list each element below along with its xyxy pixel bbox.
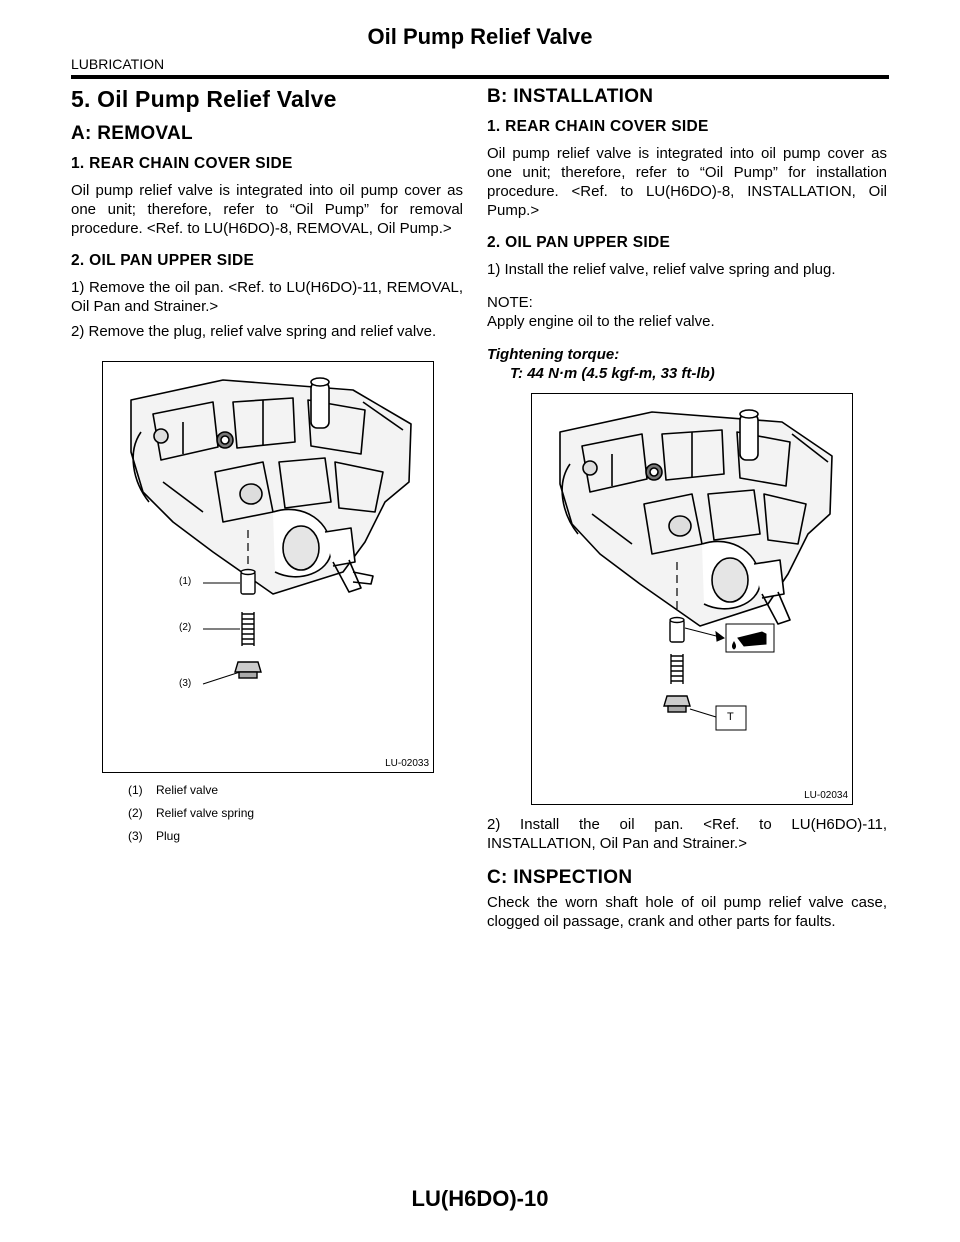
removal-step-1: 1) Remove the oil pan. <Ref. to LU(H6DO)-11, REMOVAL, Oil Pan and Strainer.> — [71, 279, 463, 315]
left-column — [71, 86, 463, 852]
legend-number: (2) — [128, 806, 143, 820]
legend-number: (3) — [128, 829, 143, 843]
header-rule — [71, 75, 889, 79]
removal-rear-text: Oil pump relief valve is integrated into oil pump cover as one unit; therefore, refer to “Oil Pump” for removal procedure. <Ref. to LU(H6DO)-8, REMOVAL, Oil Pump.> — [71, 182, 463, 237]
installation-step-2: 2) Install the oil pan. <Ref. to LU(H6DO)-11, INSTALLATION, Oil Pan and Strainer.> — [487, 816, 887, 852]
legend-item — [128, 806, 463, 820]
page-code: LU(H6DO)-10 — [411, 1186, 549, 1211]
figure-code: LU-02033 — [385, 758, 429, 769]
legend-item — [128, 829, 463, 843]
legend-number: (1) — [128, 783, 143, 797]
main-heading: 5. Oil Pump Relief Valve — [71, 86, 337, 112]
installation-figure — [531, 393, 853, 805]
installation-rear-heading: 1. REAR CHAIN COVER SIDE — [487, 118, 709, 135]
legend-text: Plug — [156, 829, 181, 843]
callout-3: (3) — [179, 678, 192, 689]
installation-oilpan-heading: 2. OIL PAN UPPER SIDE — [487, 234, 671, 251]
torque-label: Tightening torque: — [487, 346, 620, 363]
removal-step-2: 2) Remove the plug, relief valve spring and relief valve. — [71, 323, 437, 340]
right-column — [487, 86, 887, 937]
callout-2: (2) — [179, 622, 192, 633]
removal-rear-heading: 1. REAR CHAIN COVER SIDE — [71, 155, 293, 172]
engine-block-illustration — [532, 394, 852, 804]
section-label: LUBRICATION — [71, 56, 165, 72]
inspection-heading: C: INSPECTION — [487, 867, 633, 888]
legend-text: Relief valve spring — [156, 806, 255, 820]
callout-1: (1) — [179, 576, 192, 587]
torque-value: T: 44 N·m (4.5 kgf-m, 33 ft-lb) — [510, 365, 715, 382]
legend-item — [128, 783, 463, 797]
installation-heading: B: INSTALLATION — [487, 86, 654, 107]
removal-oilpan-heading: 2. OIL PAN UPPER SIDE — [71, 252, 255, 269]
removal-figure — [102, 361, 434, 773]
installation-rear-text: Oil pump relief valve is integrated into oil pump cover as one unit; therefore, refer to “Oil Pump” for installation procedure. <Ref. to LU(H6DO)-8, INSTALLATION, Oil Pump.> — [487, 145, 887, 219]
torque-mark: T — [727, 711, 734, 723]
legend-text: Relief valve — [156, 783, 219, 797]
engine-block-illustration — [103, 362, 433, 772]
page-title: Oil Pump Relief Valve — [367, 24, 593, 49]
figure-code: LU-02034 — [804, 790, 848, 801]
note-label: NOTE: — [487, 294, 533, 311]
installation-step-1: 1) Install the relief valve, relief valve spring and plug. — [487, 261, 836, 278]
figure-legend — [128, 783, 463, 843]
removal-heading: A: REMOVAL — [71, 123, 193, 144]
note-text: Apply engine oil to the relief valve. — [487, 313, 715, 330]
inspection-text: Check the worn shaft hole of oil pump relief valve case, clogged oil passage, crank and other parts for faults. — [487, 894, 887, 930]
